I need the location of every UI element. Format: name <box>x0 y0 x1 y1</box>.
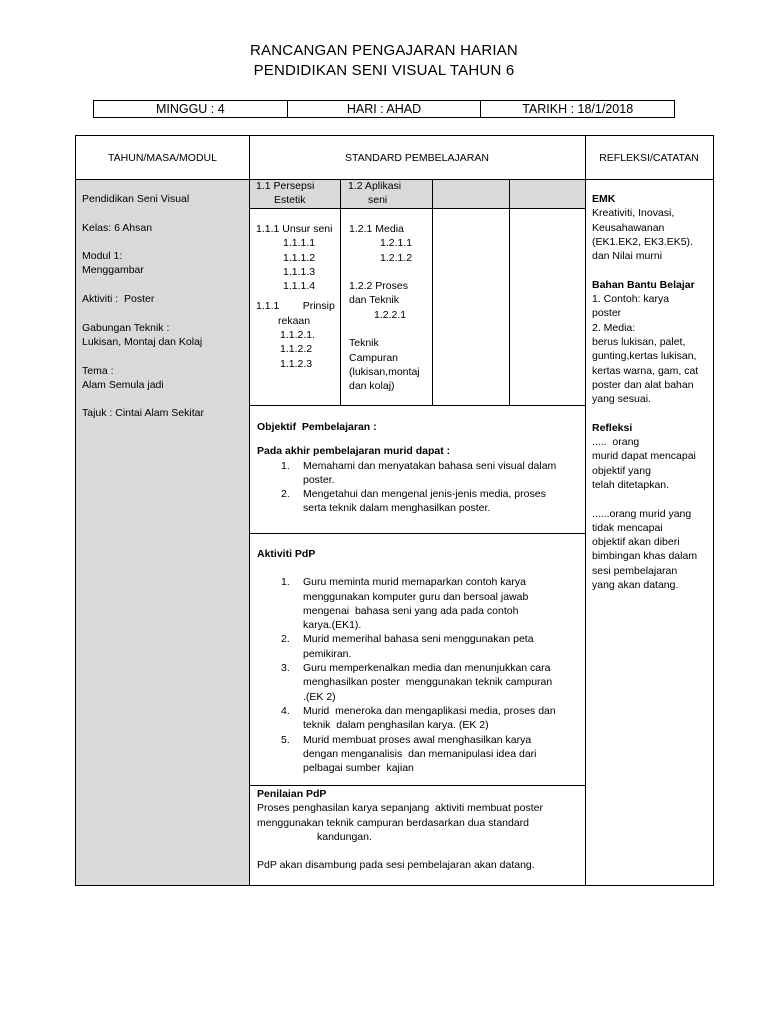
objektif-list <box>257 459 583 516</box>
minggu-cell: MINGGU : 4 <box>94 101 288 117</box>
bbb-text: yang sesuai. <box>592 393 651 406</box>
emk-text: (EK1.EK2, EK3.EK5). <box>592 235 693 248</box>
standard-item: 1.1.1.2 <box>283 251 316 264</box>
list-item: 2. Murid memerihal bahasa seni menggunakan peta pemikiran. <box>281 633 534 660</box>
standard-item: dan Teknik <box>349 294 400 307</box>
hari-cell: HARI : AHAD <box>288 101 482 117</box>
standard-item: (lukisan,montaj <box>349 365 420 378</box>
gabungan-label: Gabungan Teknik : <box>82 321 170 334</box>
modul-text: Menggambar <box>82 264 144 277</box>
bbb-title: Bahan Bantu Belajar <box>592 278 695 291</box>
emk-text: Keusahawanan <box>592 221 665 234</box>
standard-item: 1.1.1.1 <box>283 237 316 250</box>
info-bar <box>93 100 675 118</box>
standard-item: 1.1.2.3 <box>280 357 313 370</box>
standard-item: 1.2.1.1 <box>380 237 413 250</box>
refleksi-text: ..... orang <box>592 436 640 449</box>
refleksi-text: ......orang murid yang <box>592 507 692 520</box>
refleksi-text: murid dapat mencapai <box>592 450 696 463</box>
standard-1-2-subtitle: seni <box>368 194 388 207</box>
standard-item: dan kolaj) <box>349 380 395 393</box>
standard-item: 1.1.2.1. <box>280 329 316 342</box>
penilaian-text: Proses penghasilan karya sepanjang aktiviti membuat poster <box>257 802 543 815</box>
header-refleksi-catatan: REFLEKSI/CATATAN <box>599 152 699 164</box>
standard-item: Teknik <box>349 337 379 350</box>
list-item: 1. Guru meminta murid memaparkan contoh karya menggunakan komputer guru dan bersoal jawab mengenai bahasa seni yang ada pada contoh karya.(EK1). <box>281 576 529 632</box>
gabungan-text: Lukisan, Montaj dan Kolaj <box>82 335 203 348</box>
emk-text: dan Nilai murni <box>592 250 663 263</box>
objektif-title: Objektif Pembelajaran : <box>257 421 377 433</box>
standard-item: rekaan <box>278 314 311 327</box>
standard-1-1-header <box>256 179 314 208</box>
page-title: RANCANGAN PENGAJARAN HARIAN <box>250 42 518 59</box>
standard-item: 1.1.1 Prinsip <box>256 300 335 313</box>
tema-label: Tema : <box>82 364 114 377</box>
standard-1-1-title: 1.1 Persepsi <box>256 180 315 192</box>
bbb-text: 1. Contoh: karya <box>592 293 670 306</box>
lesson-plan-table <box>75 135 714 886</box>
tema-text: Alam Semula jadi <box>82 378 164 391</box>
kelas-text: Kelas: 6 Ahsan <box>82 221 153 234</box>
standard-item: 1.1.1.3 <box>283 265 316 278</box>
refleksi-text: yang akan datang. <box>592 579 679 592</box>
list-item: 3. Guru memperkenalkan media dan menunjukkan cara menghasilkan poster menggunakan teknik campuran .(EK 2) <box>281 662 553 703</box>
tarikh-cell: TARIKH : 18/1/2018 <box>522 102 634 116</box>
standard-item: 1.2.1.2 <box>380 251 413 264</box>
penilaian-closing: PdP akan disambung pada sesi pembelajaran akan datang. <box>257 859 535 872</box>
refleksi-text: bimbingan khas dalam <box>592 550 698 563</box>
penilaian-text: kandungan. <box>317 830 372 843</box>
refleksi-text: objektif yang <box>592 464 651 477</box>
module-info <box>82 192 247 421</box>
penilaian-section <box>257 787 583 873</box>
bbb-text: kertas warna, gam, cat <box>592 364 699 377</box>
bbb-text: 2. Media: <box>592 321 636 334</box>
standard-1-2-list <box>349 222 431 394</box>
standard-item: 1.2.1 Media <box>349 223 404 235</box>
bbb-text: berus lukisan, palet, <box>592 335 686 348</box>
modul-label: Modul 1: <box>82 250 123 263</box>
standard-1-1-list <box>256 222 340 371</box>
penilaian-text: menggunakan teknik campuran berdasarkan dua standard <box>257 816 530 829</box>
aktiviti-section <box>257 547 583 775</box>
standard-1-2-header <box>348 179 401 208</box>
refleksi-text: tidak mencapai <box>592 521 663 534</box>
subject-text: Pendidikan Seni Visual <box>82 193 190 205</box>
aktiviti-text: Aktiviti : Poster <box>82 293 155 306</box>
standard-1-1-subtitle: Estetik <box>274 194 306 207</box>
tajuk-text: Tajuk : Cintai Alam Sekitar <box>82 407 204 420</box>
objektif-intro: Pada akhir pembelajaran murid dapat : <box>257 445 451 458</box>
standard-item: 1.2.2.1 <box>374 308 407 321</box>
standard-item: 1.1.2.2 <box>280 343 313 356</box>
list-item: 4. Murid meneroka dan mengaplikasi media, proses dan teknik dalam penghasilan karya. (EK 2) <box>281 704 556 732</box>
refleksi-title: Refleksi <box>592 421 633 434</box>
list-item: 2. Mengetahui dan mengenal jenis-jenis media, proses serta teknik dalam menghasilkan poster. <box>281 488 546 515</box>
refleksi-text: telah ditetapkan. <box>592 478 670 491</box>
standard-item: Campuran <box>349 351 399 364</box>
header-standard-pembelajaran: STANDARD PEMBELAJARAN <box>345 152 489 164</box>
refleksi-text: objektif akan diberi <box>592 536 680 549</box>
list-item: 5. Murid membuat proses awal menghasilkan karya dengan menganalisis dan memanipulasi idea dari pelbagai sumber kajian <box>281 733 537 775</box>
standard-item: 1.1.1 Unsur seni <box>256 223 333 235</box>
refleksi-text: sesi pembelajaran <box>592 564 678 577</box>
standard-item: 1.1.1.4 <box>283 280 316 293</box>
emk-text: Kreativiti, Inovasi, <box>592 207 675 220</box>
aktiviti-list <box>257 575 583 775</box>
page-subtitle: PENDIDIKAN SENI VISUAL TAHUN 6 <box>253 62 515 79</box>
objektif-section <box>257 420 583 516</box>
refleksi-column <box>592 192 712 592</box>
penilaian-title: Penilaian PdP <box>257 788 327 800</box>
emk-title: EMK <box>592 193 616 205</box>
bbb-text: gunting,kertas lukisan, <box>592 350 697 363</box>
bbb-text: poster dan alat bahan <box>592 378 694 391</box>
aktiviti-title: Aktiviti PdP <box>257 548 316 560</box>
header-tahun-masa-modul: TAHUN/MASA/MODUL <box>108 152 217 164</box>
standard-item: 1.2.2 Proses <box>349 280 408 293</box>
bbb-text: poster <box>592 307 622 320</box>
list-item: 1. Memahami dan menyatakan bahasa seni visual dalam poster. <box>281 459 557 486</box>
standard-1-2-title: 1.2 Aplikasi <box>348 180 402 192</box>
